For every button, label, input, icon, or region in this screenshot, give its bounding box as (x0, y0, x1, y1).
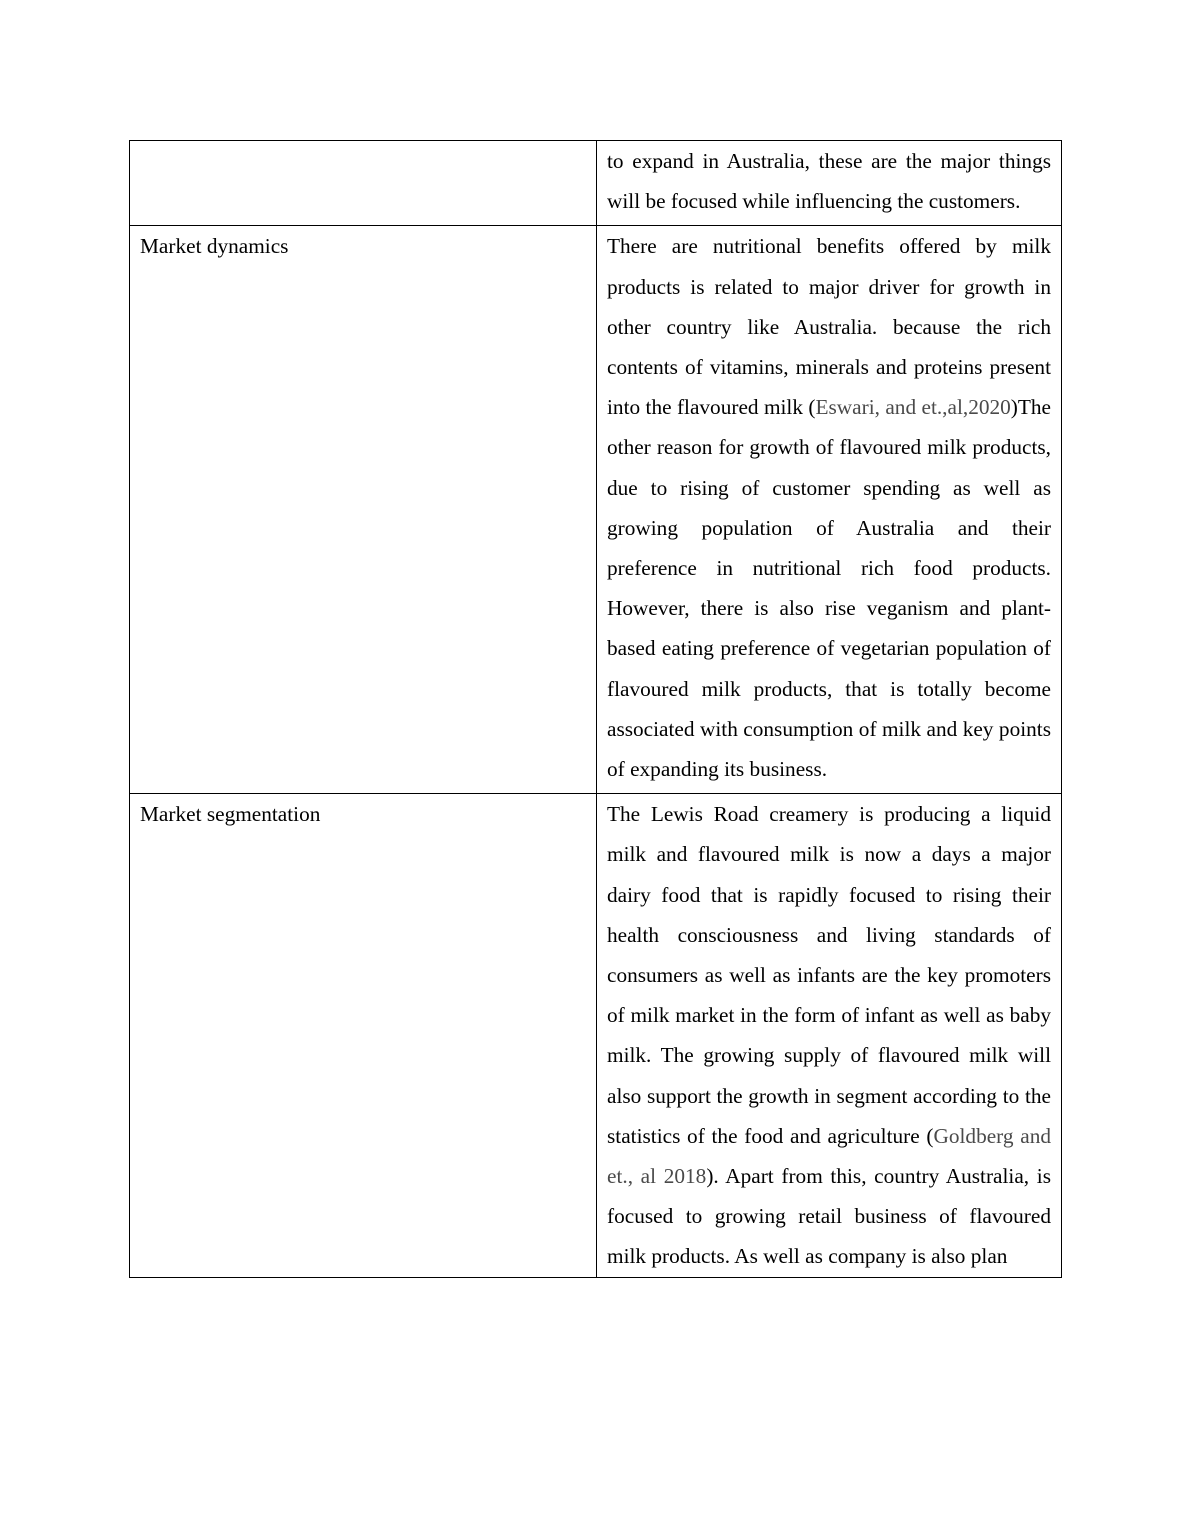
row-text (607, 141, 1051, 221)
text-segment: to expand in Australia, these are the major things will be focused while influencing the customers. (607, 149, 1051, 214)
citation: Goldberg and et., al 2018 (607, 1123, 1051, 1189)
row-label-cell (130, 226, 597, 794)
row-text-cell (597, 141, 1062, 226)
table-row (130, 141, 1062, 226)
text-segment: )The other reason for growth of flavoured milk products, due to rising of customer spending as well as growing population of Australia and their preference in nutritional rich food products. However, there is also rise veganism and plant- based eating preference of vegetarian population of flavoured milk products, that is totally become associated with consumption of milk and key points of expanding its business. (607, 395, 1051, 782)
citation: Eswari, and et.,al,2020 (815, 395, 1011, 420)
row-label-cell (130, 794, 597, 1277)
row-label: Market dynamics (140, 234, 289, 259)
row-text-cell (597, 794, 1062, 1277)
row-label: Market segmentation (140, 802, 321, 827)
row-label-cell (130, 141, 597, 226)
row-text (607, 226, 1051, 789)
table-row (130, 226, 1062, 794)
table-row (130, 794, 1062, 1277)
text-segment: There are nutritional benefits offered by milk products is related to major driver for growth in other country like Australia. because the rich contents of vitamins, minerals and proteins present into the flavoured milk ( (607, 234, 1051, 420)
text-segment: ). Apart from this, country Australia, is focused to growing retail business of flavoured milk products. As well as company is also plan (607, 1164, 1051, 1269)
text-segment: The Lewis Road creamery is producing a liquid milk and flavoured milk is now a days a major dairy food that is rapidly focused to rising their health consciousness and living standards of consumers as well as infants are the key promoters of milk market in the form of infant as well as baby milk. The growing supply of flavoured milk will also support the growth in segment according to the statistics of the food and agriculture ( (607, 802, 1051, 1148)
row-text-cell (597, 226, 1062, 794)
content-table (129, 140, 1062, 1278)
row-text (607, 794, 1051, 1276)
